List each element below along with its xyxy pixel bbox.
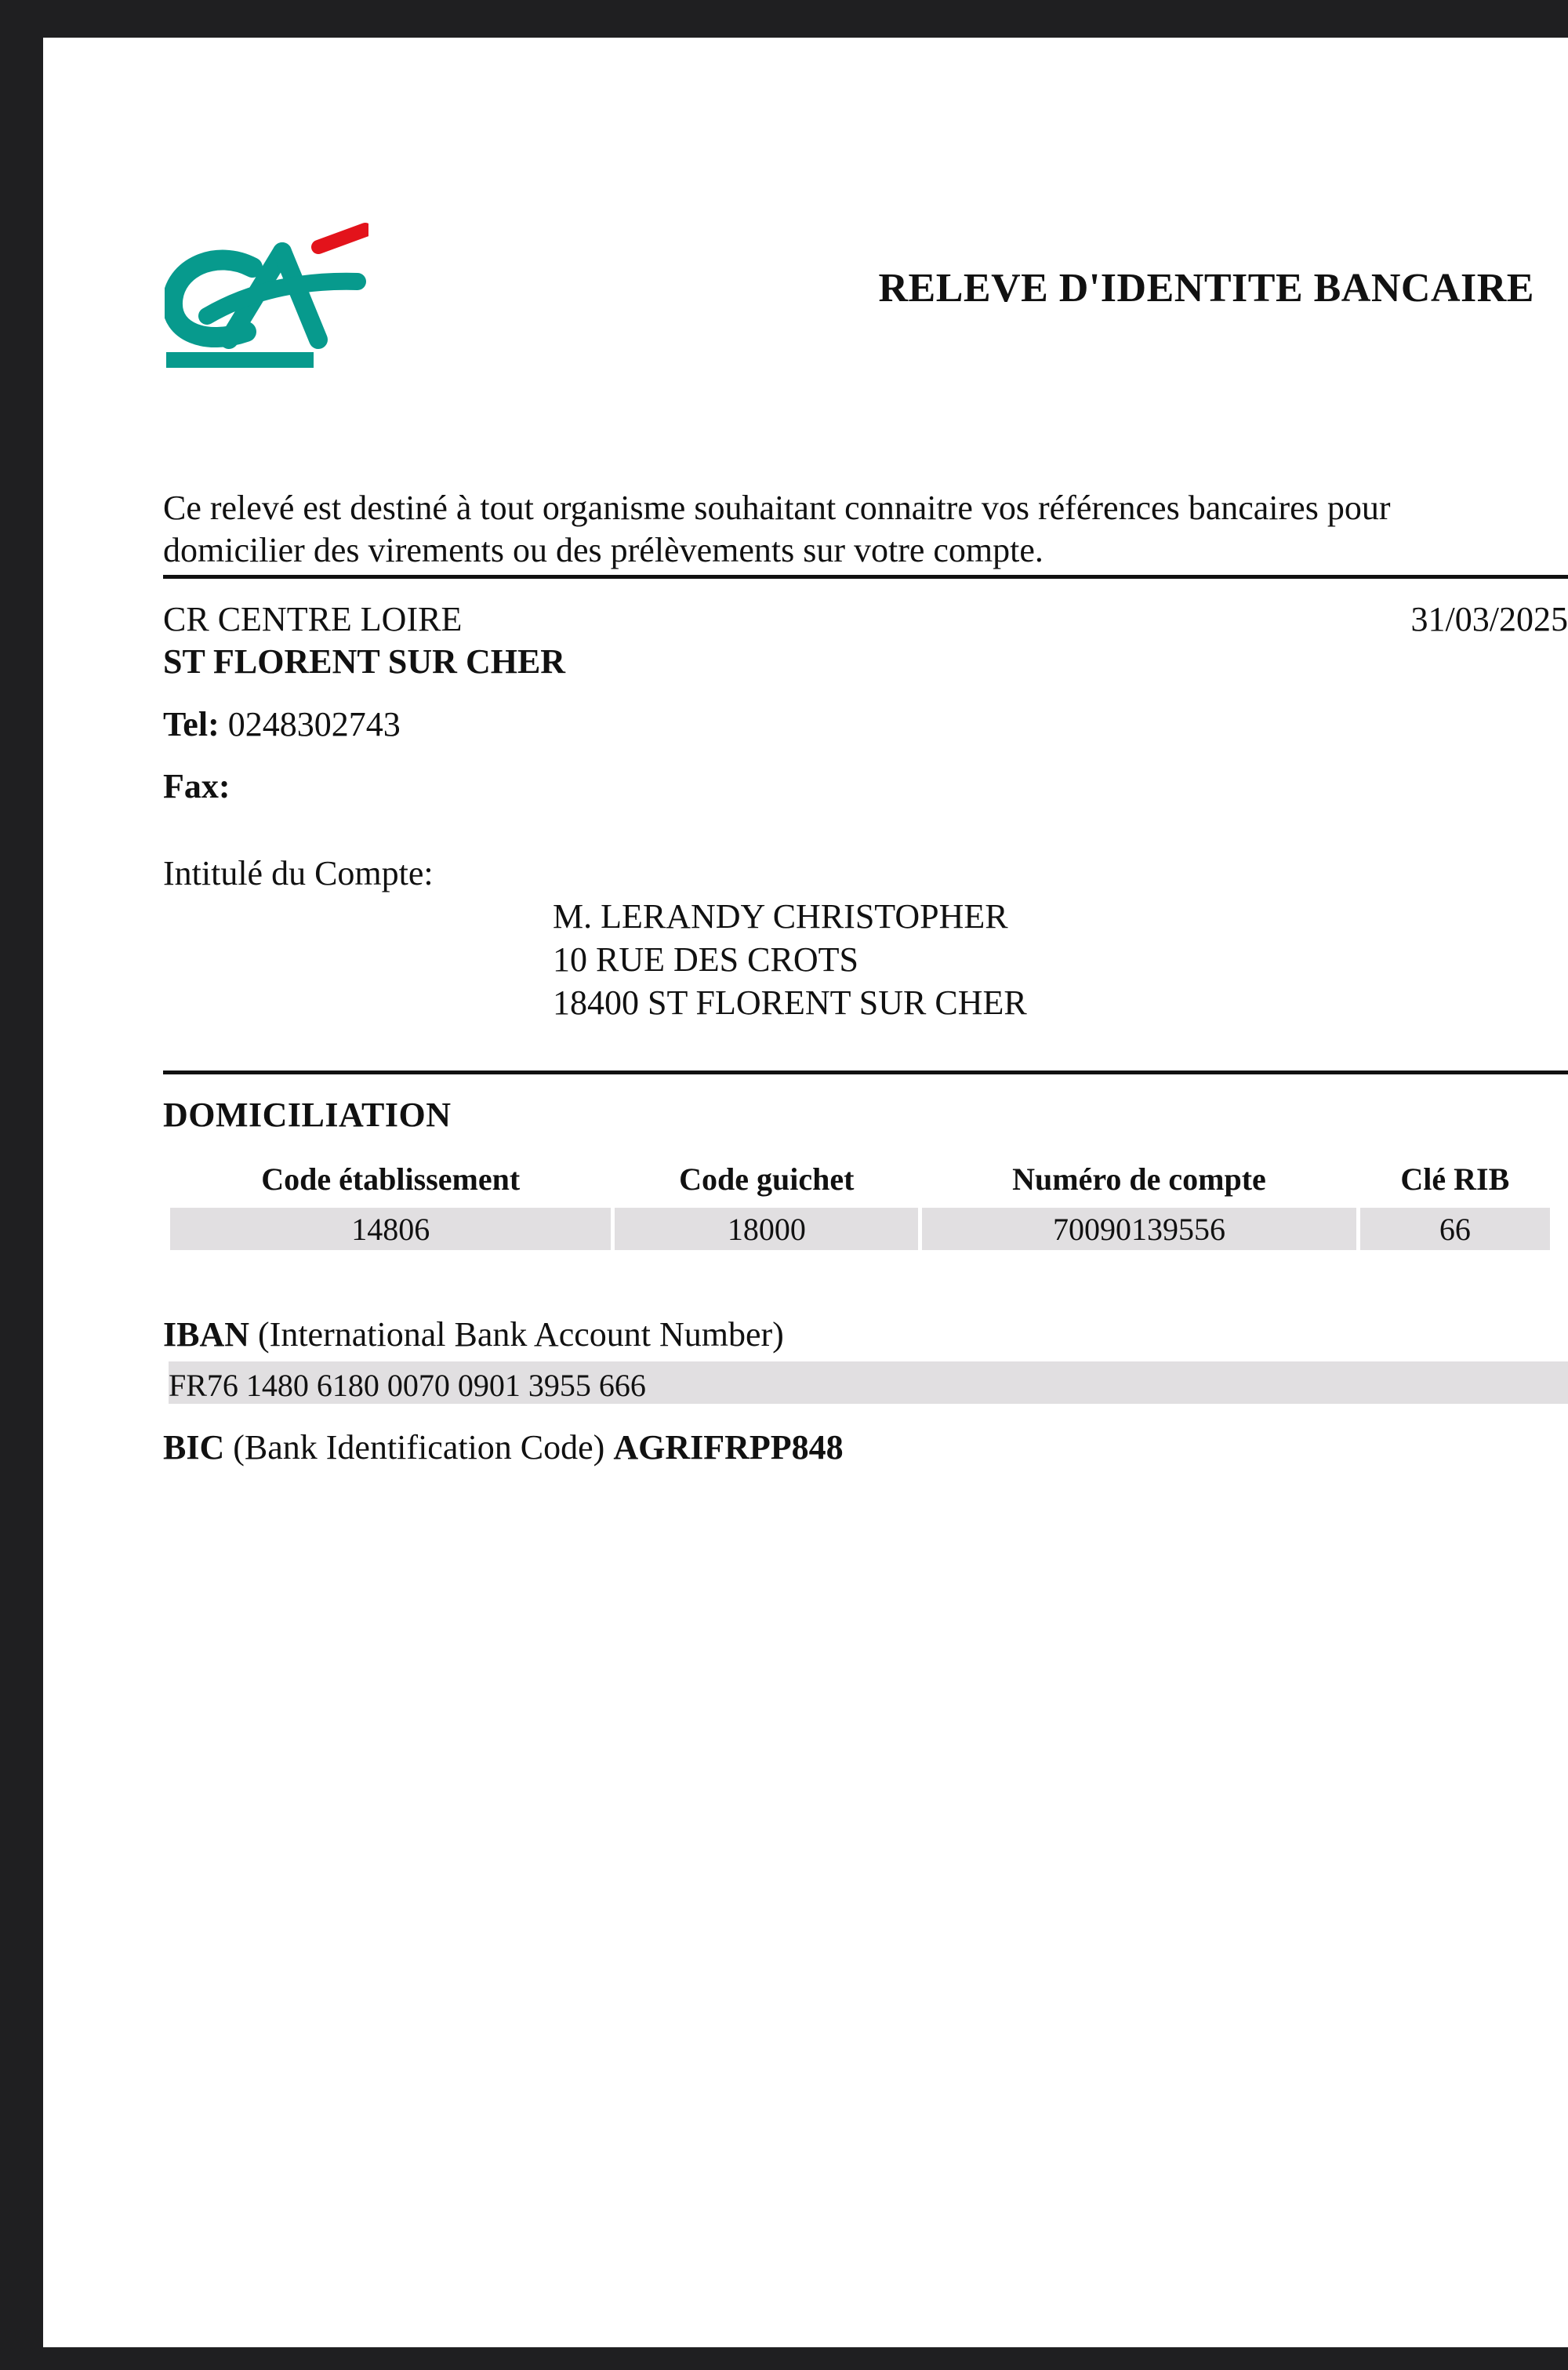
value-code-guichet: 18000	[615, 1208, 918, 1250]
phone-label: Tel:	[163, 705, 220, 743]
account-holder-block	[553, 895, 1027, 1024]
intro-line-2: domicilier des virements ou des prélèvements sur votre compte.	[163, 531, 1044, 569]
iban-field	[169, 1361, 1568, 1404]
account-holder-name: M. LERANDY CHRISTOPHER	[553, 897, 1008, 936]
rib-table-row	[170, 1208, 1550, 1250]
intro-text	[163, 487, 1568, 572]
bic-line	[163, 1427, 844, 1467]
account-holder-label: Intitulé du Compte:	[163, 854, 434, 892]
phone-line	[163, 704, 401, 744]
intro-line-1: Ce relevé est destiné à tout organisme souhaitant connaitre vos références bancaires pour	[163, 489, 1391, 527]
account-holder-address-1: 10 RUE DES CROTS	[553, 940, 858, 979]
rib-table	[166, 1159, 1554, 1250]
statement-date: 31/03/2025	[1410, 600, 1568, 638]
iban-heading	[163, 1314, 784, 1354]
account-holder-address-2: 18400 ST FLORENT SUR CHER	[553, 983, 1027, 1022]
header-cle-rib: Clé RIB	[1400, 1161, 1510, 1197]
bic-value: AGRIFRPP848	[613, 1428, 844, 1467]
iban-label: IBAN	[163, 1315, 250, 1354]
bic-label: BIC	[163, 1428, 225, 1467]
iban-value: FR76 1480 6180 0070 0901 3955 666	[169, 1368, 646, 1403]
value-cle-rib: 66	[1360, 1208, 1550, 1250]
divider-top	[163, 575, 1568, 579]
iban-description: (International Bank Account Number)	[258, 1315, 784, 1354]
header-code-etablissement: Code établissement	[261, 1161, 521, 1197]
bic-description: (Bank Identification Code)	[233, 1428, 605, 1467]
value-code-etablissement: 14806	[170, 1208, 611, 1250]
fax-line	[163, 766, 230, 806]
logo-swoosh-teal	[207, 282, 358, 316]
logo-underline	[166, 352, 314, 368]
divider-middle	[163, 1070, 1568, 1074]
logo-swoosh-red	[318, 230, 365, 247]
header-numero-compte: Numéro de compte	[1012, 1161, 1266, 1197]
document-title: RELEVE D'IDENTITE BANCAIRE	[878, 266, 1534, 311]
agency-name: CR CENTRE LOIRE	[163, 600, 463, 638]
header-code-guichet: Code guichet	[679, 1161, 855, 1197]
agency-city: ST FLORENT SUR CHER	[163, 642, 566, 681]
logo-a-right-stroke	[282, 252, 318, 340]
rib-table-header-row	[170, 1159, 1550, 1208]
fax-label: Fax:	[163, 767, 230, 805]
domiciliation-title: DOMICILIATION	[163, 1096, 452, 1134]
phone-value: 0248302743	[227, 705, 401, 743]
value-numero-compte: 70090139556	[922, 1208, 1356, 1250]
bank-logo	[165, 222, 368, 379]
rib-page	[43, 38, 1568, 2347]
